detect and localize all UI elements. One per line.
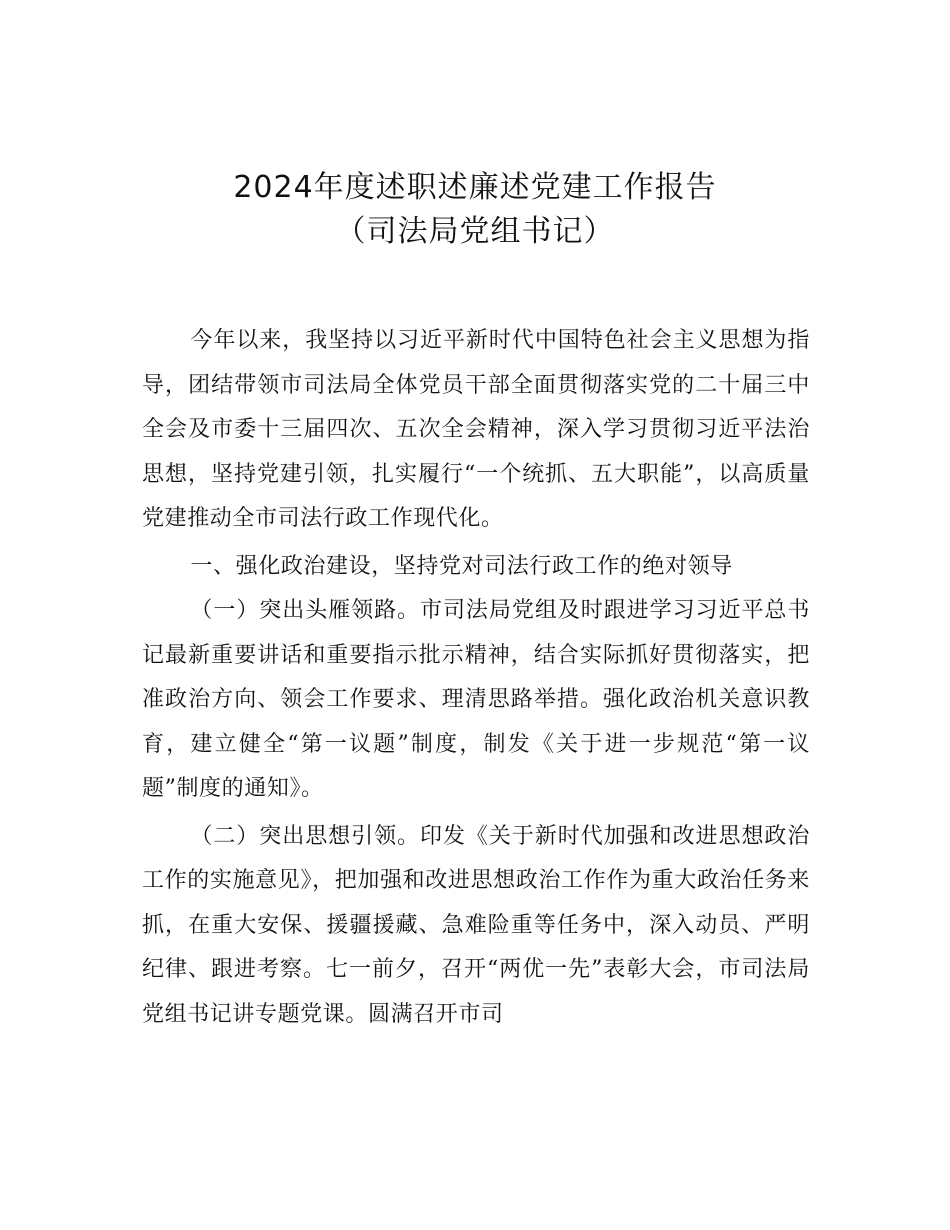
section-heading: 一、强化政治建设，坚持党对司法行政工作的绝对领导 — [190, 553, 733, 579]
subsection-paragraph-2: （二）突出思想引领。印发《关于新时代加强和改进思想政治工作的实施意见》，把加强和改进思想政治工作作为重大政治任务来抓，在重大安保、援疆援藏、急难险重等任务中，深入动员、严明纪律、跟进考察。七一前夕，召开“两优一先”表彰大会，市司法局党组书记讲专题党课。圆满召开市司 — [142, 823, 810, 1027]
document-title-block — [0, 166, 950, 254]
document-subtitle: （司法局党组书记） — [335, 214, 615, 249]
intro-paragraph: 今年以来，我坚持以习近平新时代中国特色社会主义思想为指导，团结带领市司法局全体党员干部全面贯彻落实党的二十届三中全会及市委十三届四次、五次全会精神，深入学习贯彻习近平法治思想，坚持党建引领，扎实履行“一个统抓、五大职能”，以高质量党建推动全市司法行政工作现代化。 — [142, 328, 810, 531]
subsection-paragraph-1: （一）突出头雁领路。市司法局党组及时跟进学习习近平总书记最新重要讲话和重要指示批示精神，结合实际抓好贯彻落实，把准政治方向、领会工作要求、理清思路举措。强化政治机关意识教育，建立健全“第一议题”制度，制发《关于进一步规范“第一议题”制度的通知》。 — [142, 598, 810, 801]
document-body — [142, 319, 810, 1037]
document-title: 2024年度述职述廉述党建工作报告 — [233, 170, 717, 205]
